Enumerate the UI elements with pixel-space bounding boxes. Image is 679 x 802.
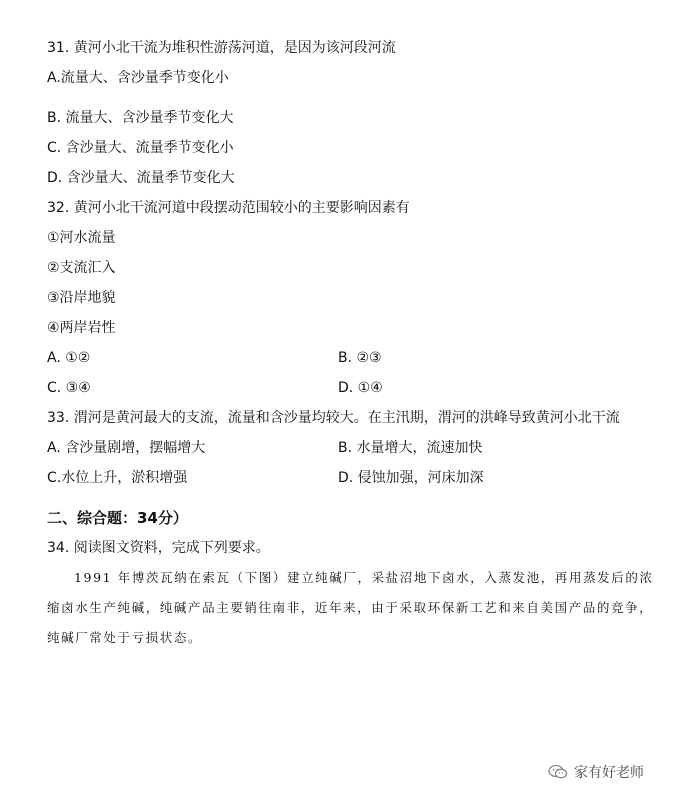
q33-option-b: B. 水量增大，流速加快	[338, 440, 483, 456]
q31-option-c: C. 含沙量大、流量季节变化小	[47, 140, 234, 156]
q31-option-b: B. 流量大、含沙量季节变化大	[47, 110, 234, 126]
q34-stem: 34. 阅读图文资料，完成下列要求。	[47, 540, 270, 556]
q33-stem: 33. 渭河是黄河最大的支流，流量和含沙量均较大。在主汛期，渭河的洪峰导致黄河小北干流	[47, 410, 620, 426]
q32-option-d: D. ①④	[338, 380, 383, 396]
q32-stem: 32. 黄河小北干流河道中段摆动范围较小的主要影响因素有	[47, 200, 410, 216]
q32-factor-4: ④两岸岩性	[47, 320, 116, 336]
wechat-icon	[548, 764, 568, 780]
q32-option-a: A. ①②	[47, 350, 91, 366]
q32-factor-2: ②支流汇入	[47, 260, 116, 276]
q34-passage-line-1: 1991 年博茨瓦纳在索瓦（下图）建立纯碱厂，采盐沼地下卤水，入蒸发池，再用蒸发后的浓	[74, 570, 654, 585]
q34-passage-line-2: 缩卤水生产纯碱，纯碱产品主要销往南非，近年来，由于采取环保新工艺和来自美国产品的竞争，	[47, 600, 654, 615]
q31-option-a: A.流量大、含沙量季节变化小	[47, 70, 229, 86]
q32-factor-3: ③沿岸地貌	[47, 290, 116, 306]
watermark	[548, 762, 644, 782]
q32-option-b: B. ②③	[338, 350, 382, 366]
q34-passage-line-3: 纯碱厂常处于亏损状态。	[47, 630, 203, 645]
q32-factor-1: ①河水流量	[47, 230, 116, 246]
q31-option-d: D. 含沙量大、流量季节变化大	[47, 170, 235, 186]
q32-option-c: C. ③④	[47, 380, 91, 396]
q33-option-d: D. 侵蚀加强，河床加深	[338, 470, 484, 486]
q31-stem: 31. 黄河小北干流为堆积性游荡河道，是因为该河段河流	[47, 40, 396, 56]
q33-option-c: C.水位上升，淤积增强	[47, 470, 188, 486]
watermark-text: 家有好老师	[574, 765, 644, 781]
section-title: 二、综合题：34分）	[47, 509, 188, 527]
q33-option-a: A. 含沙量剧增，摆幅增大	[47, 440, 206, 456]
